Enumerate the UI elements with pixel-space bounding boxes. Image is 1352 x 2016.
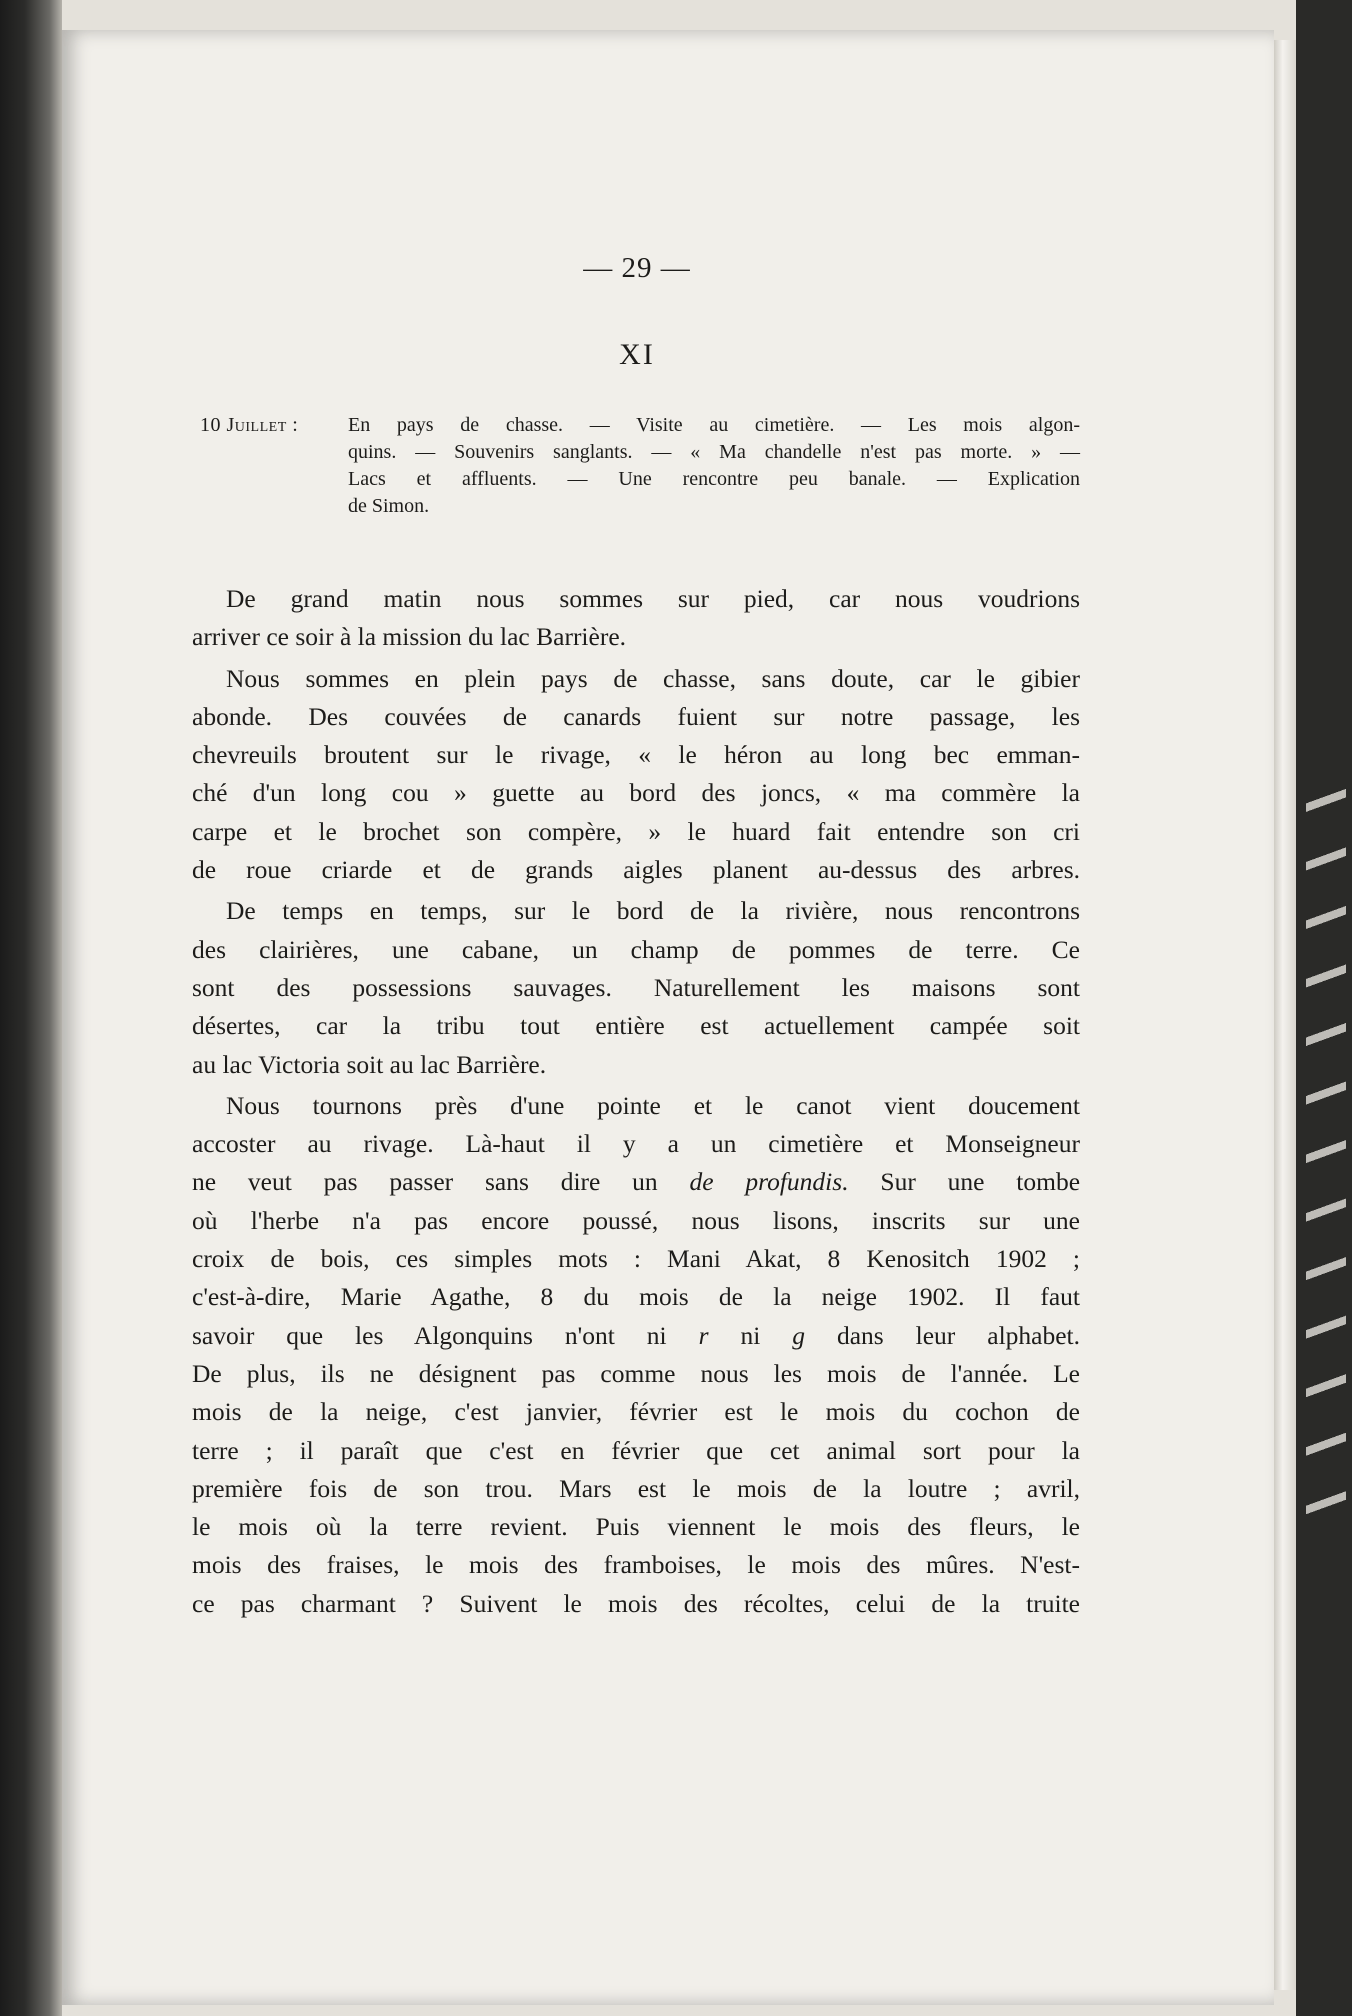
text-line: chevreuils broutent sur le rivage, « le héron au long bec emman- bbox=[192, 740, 1080, 770]
text-line: première fois de son trou. Mars est le mois de la loutre ; avril, bbox=[192, 1473, 1080, 1503]
paragraph bbox=[192, 660, 1080, 890]
text-line: De temps en temps, sur le bord de la rivière, nous rencontrons bbox=[226, 896, 1080, 926]
paragraph bbox=[192, 580, 1080, 657]
text-line: terre ; il paraît que c'est en février que cet animal sort pour la bbox=[192, 1435, 1080, 1465]
text-line: désertes, car la tribu tout entière est actuellement campée soit bbox=[192, 1011, 1080, 1041]
background-right bbox=[1296, 0, 1352, 2016]
summary-line: Lacs et affluents. — Une rencontre peu banale. — Explication bbox=[348, 468, 1080, 490]
page-number: — 29 — bbox=[583, 252, 691, 284]
summary-lines bbox=[348, 412, 1080, 520]
text-line: ce pas charmant ? Suivent le mois des récoltes, celui de la truite bbox=[192, 1588, 1080, 1618]
text-line: le mois où la terre revient. Puis viennent le mois des fleurs, le bbox=[192, 1512, 1080, 1542]
text-line: sont des possessions sauvages. Naturellement les maisons sont bbox=[192, 972, 1080, 1002]
text-line bbox=[192, 1163, 1080, 1201]
italic-phrase: de profundis. bbox=[689, 1167, 849, 1197]
text-line: accoster au rivage. Là-haut il y a un cimetière et Monseigneur bbox=[192, 1129, 1080, 1159]
text-line: Nous sommes en plein pays de chasse, sans doute, car le gibier bbox=[226, 663, 1080, 693]
summary-date: 10 Juillet : bbox=[200, 414, 299, 436]
chapter-heading: XI bbox=[619, 338, 655, 371]
book-binding bbox=[0, 0, 62, 2016]
text-segment: ni bbox=[708, 1320, 793, 1350]
text-line: Nous tournons près d'une pointe et le canot vient doucement bbox=[226, 1090, 1080, 1120]
text-line: où l'herbe n'a pas encore poussé, nous lisons, inscrits sur une bbox=[192, 1205, 1080, 1235]
body-text bbox=[192, 580, 1080, 1626]
text-line: arriver ce soir à la mission du lac Barrière. bbox=[192, 622, 627, 652]
summary-line: de Simon. bbox=[348, 495, 430, 517]
text-line: des clairières, une cabane, un champ de pommes de terre. Ce bbox=[192, 934, 1080, 964]
text-line: c'est-à-dire, Marie Agathe, 8 du mois de la neige 1902. Il faut bbox=[192, 1282, 1080, 1312]
italic-letter: r bbox=[698, 1320, 709, 1350]
text-line: De grand matin nous sommes sur pied, car nous voudrions bbox=[226, 584, 1080, 613]
text-line: abonde. Des couvées de canards fuient sur notre passage, les bbox=[192, 701, 1080, 731]
text-line: mois des fraises, le mois des framboises, le mois des mûres. N'est- bbox=[192, 1550, 1080, 1580]
summary-line: En pays de chasse. — Visite au cimetière. — Les mois algon- bbox=[348, 414, 1080, 436]
book-page bbox=[62, 30, 1274, 2005]
text-line: ché d'un long cou » guette au bord des joncs, « ma commère la bbox=[192, 778, 1080, 808]
summary-line: quins. — Souvenirs sanglants. — « Ma chandelle n'est pas morte. » — bbox=[348, 441, 1080, 463]
text-line: croix de bois, ces simples mots : Mani Akat, 8 Kenositch 1902 ; bbox=[192, 1244, 1080, 1274]
text-segment: savoir que les Algonquins n'ont ni bbox=[192, 1320, 699, 1350]
text-line: De plus, ils ne désignent pas comme nous les mois de l'année. Le bbox=[192, 1358, 1080, 1388]
text-line: carpe et le brochet son compère, » le huard fait entendre son cri bbox=[192, 816, 1080, 846]
chapter-summary bbox=[200, 412, 1080, 520]
italic-letter: g bbox=[792, 1320, 805, 1350]
text-line: mois de la neige, c'est janvier, février est le mois du cochon de bbox=[192, 1397, 1080, 1427]
text-segment: dans leur alphabet. bbox=[805, 1320, 1080, 1350]
text-segment: ne veut pas passer sans dire un bbox=[192, 1167, 690, 1197]
text-segment: Sur une tombe bbox=[848, 1167, 1081, 1197]
text-line bbox=[192, 1317, 1080, 1355]
paragraph bbox=[192, 1087, 1080, 1623]
text-line: au lac Victoria soit au lac Barrière. bbox=[192, 1049, 547, 1079]
paragraph bbox=[192, 892, 1080, 1083]
text-line: de roue criarde et de grands aigles planent au-dessus des arbres. bbox=[192, 855, 1080, 885]
page-edge bbox=[1274, 40, 1296, 1990]
